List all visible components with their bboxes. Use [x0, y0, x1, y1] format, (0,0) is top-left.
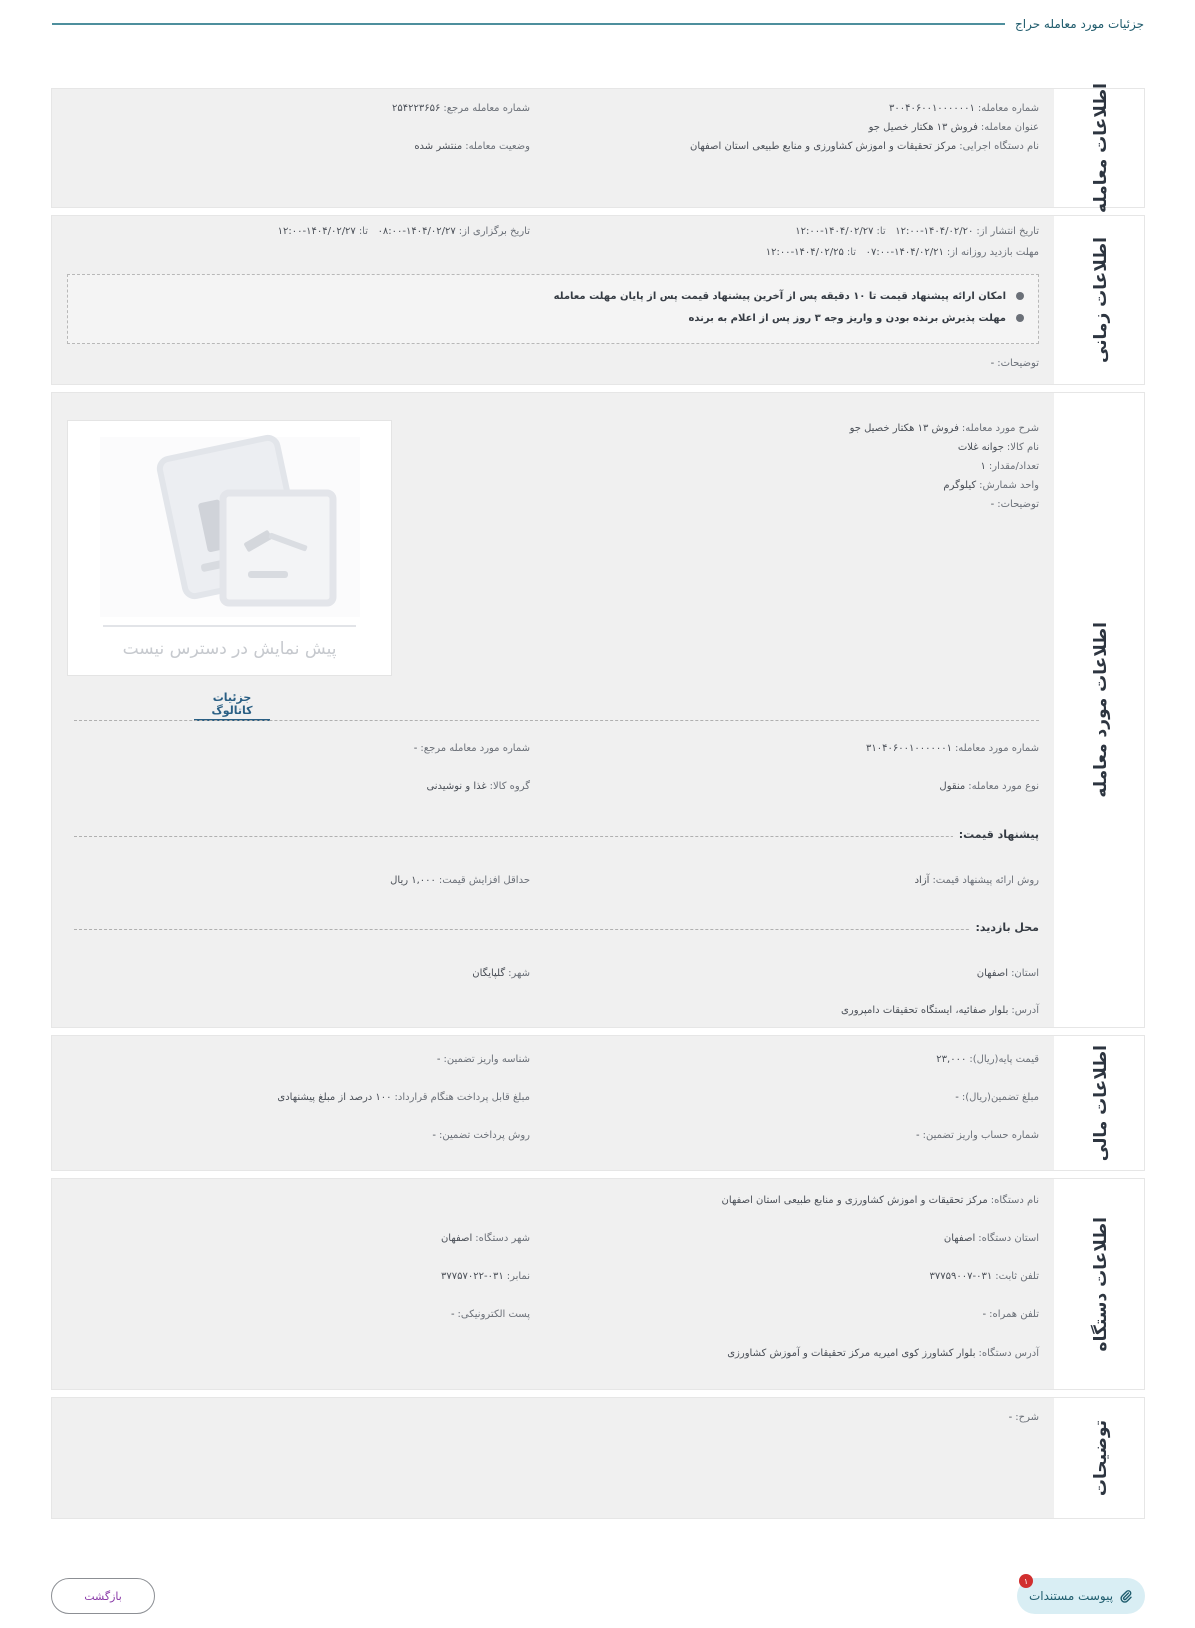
agency-info-side: [1054, 1179, 1144, 1389]
header-rule: [52, 23, 1005, 25]
financial-info-title: اطلاعات مالی: [1090, 1044, 1111, 1162]
deposit-id: شناسه واریز تضمین:-: [436, 1054, 530, 1065]
divider: [74, 929, 1039, 930]
preview-caption-rule: [103, 625, 356, 627]
account-number: شماره حساب واریز تضمین:-: [916, 1130, 1039, 1141]
publish-range: تاریخ انتشار از:۱۴۰۴/۰۲/۲۰-۱۲:۰۰ تا:۱۴۰۴/۰۲/۲۷-۱۲:۰۰: [795, 226, 1039, 237]
deal-number: شماره معامله:۳۰۰۴۰۶۰۰۱۰۰۰۰۰۰۱: [888, 103, 1039, 114]
page-title: جزئیات مورد معامله حراج: [1015, 17, 1144, 31]
min-increase: حداقل افزایش قیمت:۱,۰۰۰ ریال: [390, 875, 530, 886]
description-title: توضیحات: [1090, 1419, 1111, 1497]
item-extra-desc: توضیحات:-: [990, 499, 1039, 510]
time-info-body: [52, 216, 1052, 384]
bullet-icon: [1016, 314, 1024, 322]
agency-province: استان دستگاه:اصفهان: [943, 1233, 1039, 1244]
attachments-count-badge: ۱: [1019, 1574, 1033, 1588]
agency-mobile: تلفن همراه:-: [982, 1309, 1039, 1320]
description-side: [1054, 1398, 1144, 1518]
visit-section-title: محل بازدید:: [969, 921, 1039, 934]
agency-info-card: [51, 1178, 1145, 1390]
agency-phone: تلفن ثابت:۰۳۱-۳۷۷۵۹۰۰۷: [929, 1271, 1039, 1282]
deal-status: وضعیت معامله:منتشر شده: [414, 141, 530, 152]
item-info-card: [51, 392, 1145, 1028]
attachments-button[interactable]: [1017, 1578, 1145, 1614]
bid-section-title: پیشنهاد قیمت:: [953, 828, 1039, 841]
item-ref-number: شماره مورد معامله مرجع:-: [413, 743, 530, 754]
divider: [74, 836, 1039, 837]
item-desc: شرح مورد معامله:فروش ۱۳ هکتار خصیل جو: [849, 423, 1039, 434]
hold-range: تاریخ برگزاری از:۱۴۰۴/۰۲/۲۷-۰۸:۰۰ تا:۱۴۰۴/۰۲/۲۷-۱۲:۰۰: [277, 226, 530, 237]
catalog-details-link[interactable]: جزئیات کاتالوگ: [194, 691, 270, 721]
financial-info-card: [51, 1035, 1145, 1171]
agency-email: پست الکترونیکی:-: [450, 1309, 530, 1320]
page-header: [52, 14, 1144, 34]
description-text: شرح:-: [1008, 1412, 1039, 1423]
unit: واحد شمارش:کیلوگرم: [943, 480, 1039, 491]
agency-info-title: اطلاعات دستگاه: [1090, 1216, 1111, 1352]
deal-info-side: [1054, 82, 1144, 214]
agency-address: آدرس دستگاه:بلوار کشاورز کوی امیریه مرکز تحقیقات و آموزش کشاورزی: [727, 1348, 1039, 1359]
notice-item: امکان ارائه پیشنهاد قیمت تا ۱۰ دقیقه پس از آخرین پیشنهاد قیمت پس از پایان مهلت معامله: [82, 285, 1024, 307]
divider: [74, 720, 1039, 721]
item-number: شماره مورد معامله:۳۱۰۴۰۶۰۰۱۰۰۰۰۰۰۱: [866, 743, 1039, 754]
base-price: قیمت پایه(ریال):۲۳,۰۰۰: [936, 1054, 1039, 1065]
item-info-title: اطلاعات مورد معامله: [1090, 622, 1111, 798]
item-info-side: [1054, 393, 1144, 1027]
visit-province: استان:اصفهان: [976, 968, 1039, 979]
guarantee-amount: مبلغ تضمین(ریال):-: [955, 1092, 1039, 1103]
paperclip-icon: [1119, 1589, 1133, 1603]
agency-city: شهر دستگاه:اصفهان: [440, 1233, 530, 1244]
agency-info-body: [52, 1179, 1052, 1389]
time-info-title: اطلاعات زمانی: [1090, 236, 1111, 364]
time-desc: توضیحات:-: [990, 358, 1039, 369]
bullet-icon: [1016, 292, 1024, 300]
back-button[interactable]: بازگشت: [51, 1578, 155, 1614]
agency-fax: نمابر:۰۳۱-۳۷۷۵۷۰۲۲: [441, 1271, 530, 1282]
time-info-card: [51, 215, 1145, 385]
deal-ref-number: شماره معامله مرجع:۲۵۴۲۲۳۶۵۶: [392, 103, 530, 114]
description-body: [52, 1398, 1052, 1518]
financial-info-body: [52, 1036, 1052, 1170]
deal-info-card: [51, 82, 1145, 214]
visit-range: مهلت بازدید روزانه از:۱۴۰۴/۰۲/۲۱-۰۷:۰۰ تا:۱۴۰۴/۰۲/۲۵-۱۲:۰۰: [765, 247, 1039, 258]
bid-method: روش ارائه پیشنهاد قیمت:آزاد: [914, 875, 1039, 886]
preview-caption: پیش نمایش در دسترس نیست: [122, 639, 337, 659]
deal-info-title: اطلاعات معامله: [1090, 82, 1111, 214]
auction-gavel-icon: [68, 421, 393, 621]
notice-box: [67, 274, 1039, 344]
deal-agency: نام دستگاه اجرایی:مرکز تحقیقات و اموزش کشاورزی و منابع طبیعی استان اصفهان: [690, 141, 1039, 152]
quantity: تعداد/مقدار:۱: [980, 461, 1039, 472]
goods-name: نام کالا:جوانه غلات: [957, 442, 1039, 453]
goods-group: گروه کالا:غذا و نوشیدنی: [426, 781, 530, 792]
visit-address: آدرس:بلوار صفائیه، ایستگاه تحقیقات دامپروری: [841, 1005, 1039, 1016]
image-preview: [67, 420, 392, 676]
item-info-body: [52, 393, 1052, 1027]
visit-city: شهر:گلپایگان: [472, 968, 530, 979]
contract-payment: مبلغ قابل پرداخت هنگام قرارداد:۱۰۰ درصد از مبلغ پیشنهادی: [277, 1092, 530, 1103]
description-card: [51, 1397, 1145, 1519]
notice-item: مهلت پذیرش برنده بودن و واریز وجه ۳ روز پس از اعلام به برنده: [82, 307, 1024, 329]
deal-info-body: [52, 89, 1052, 207]
time-info-side: [1054, 216, 1144, 384]
item-type: نوع مورد معامله:منقول: [939, 781, 1039, 792]
payment-method: روش پرداخت تضمین:-: [432, 1130, 530, 1141]
financial-info-side: [1054, 1036, 1144, 1170]
attachments-label: پیوست مستندات: [1028, 1589, 1114, 1603]
agency-name: نام دستگاه:مرکز تحقیقات و اموزش کشاورزی و منابع طبیعی استان اصفهان: [721, 1195, 1039, 1206]
deal-title: عنوان معامله:فروش ۱۳ هکتار خصیل جو: [868, 122, 1039, 133]
